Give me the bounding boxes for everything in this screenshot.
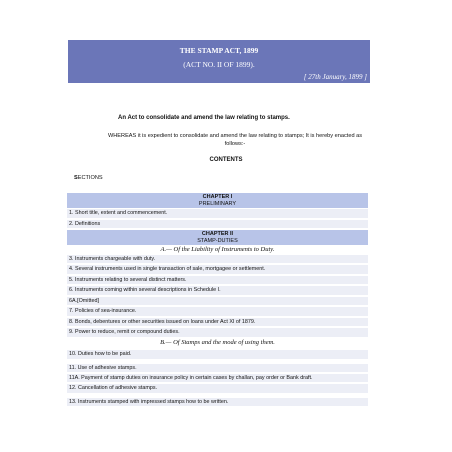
- toc-link[interactable]: 8. Bonds, debentures or other securities issued on loans under Act XI of 1879.: [67, 318, 368, 327]
- toc-link[interactable]: 4. Several instruments used in single transaction of sale, mortgagee or settlement.: [67, 265, 368, 274]
- sections-label-initial: S: [74, 175, 78, 181]
- toc-link[interactable]: 12. Cancellation of adhesive stamps.: [67, 384, 368, 393]
- chapter-2-heading[interactable]: [67, 230, 368, 245]
- act-number: (ACT NO. II OF 1899).: [183, 60, 255, 69]
- sections-label-rest: ECTIONS: [77, 175, 103, 181]
- sections-label: [74, 175, 103, 181]
- part-a-heading: A.— Of the Liability of Instruments to Duty.: [160, 246, 275, 253]
- preamble: WHEREAS it is expedient to consolidate and amend the law relating to stamps; It is hereby enacted as follows:-: [107, 133, 363, 147]
- toc-link[interactable]: 10. Duties how to be paid.: [67, 350, 368, 359]
- part-b-heading: B.— Of Stamps and the mode of using them.: [160, 338, 275, 346]
- title-banner: [68, 40, 370, 83]
- table-of-contents: [67, 193, 368, 408]
- toc-link[interactable]: 6A.[Omitted]: [67, 297, 368, 306]
- spacer-row: [67, 347, 368, 349]
- toc-link[interactable]: 11A. Payment of stamp duties on insurance policy in certain cases by challan, pay order or Bank draft.: [67, 374, 368, 382]
- spacer-row: [67, 395, 368, 397]
- toc-link[interactable]: 1. Short title, extent and commencement.: [67, 209, 368, 218]
- toc-link[interactable]: 11. Use of adhesive stamps.: [67, 364, 368, 373]
- chapter-name: PRELIMINARY: [198, 200, 237, 207]
- toc-link[interactable]: 9. Power to reduce, remit or compound duties.: [67, 328, 368, 337]
- toc-link[interactable]: 13. Instruments stamped with impressed stamps how to be written.: [67, 398, 368, 407]
- toc-link[interactable]: 2. Definitions: [67, 220, 368, 229]
- chapter-number: CHAPTER I: [202, 194, 233, 200]
- act-date: [ 27th January, 1899 ]: [303, 73, 367, 81]
- act-title: THE STAMP ACT, 1899: [179, 46, 259, 55]
- chapter-name: STAMP-DUTIES: [197, 237, 238, 244]
- toc-link[interactable]: 5. Instruments relating to several distinct matters.: [67, 276, 368, 285]
- long-title: An Act to consolidate and amend the law relating to stamps.: [118, 115, 290, 121]
- toc-link[interactable]: 6. Instruments coming within several descriptions in Schedule I.: [67, 286, 368, 295]
- chapter-number: CHAPTER II: [201, 231, 234, 237]
- chapter-1-heading[interactable]: [67, 193, 368, 208]
- toc-link[interactable]: 3. Instruments chargeable with duty.: [67, 255, 368, 264]
- toc-link[interactable]: 7. Policies of sea-insurance.: [67, 307, 368, 316]
- contents-heading: CONTENTS: [209, 157, 243, 163]
- spacer-row: [67, 361, 368, 363]
